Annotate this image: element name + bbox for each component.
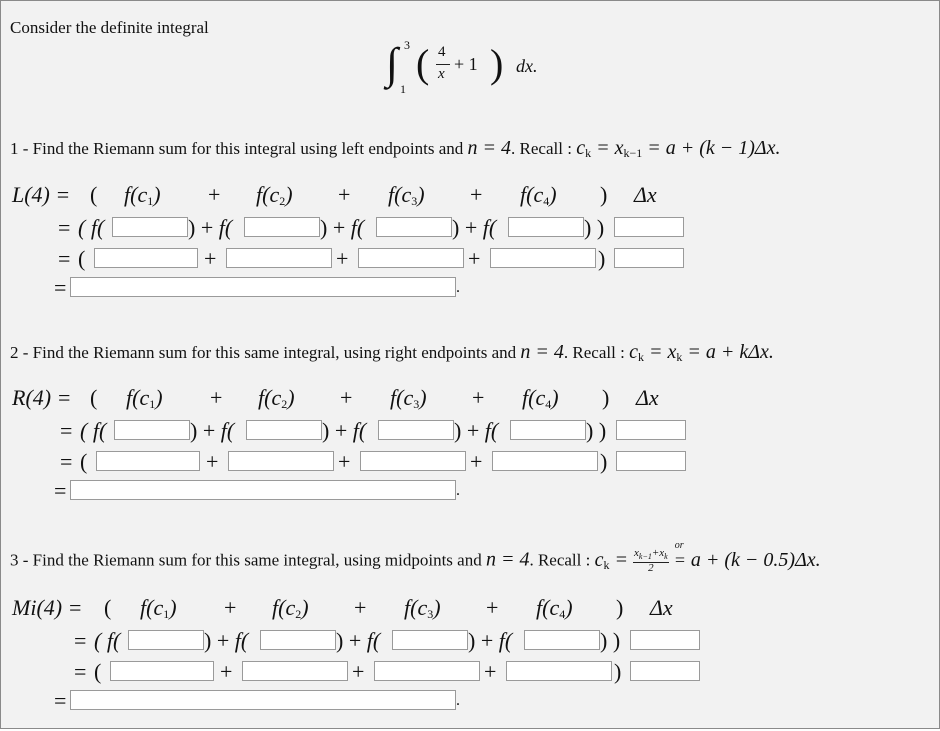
header-f4: $f(c_4)$ bbox=[522, 385, 559, 411]
fraction-denominator: x bbox=[438, 66, 445, 82]
section1-header: L(4) = ( $f(c_1)$ + $f(c_2)$ + $f(c_3)$ + $f(c_4)$ ) Δx bbox=[12, 183, 692, 211]
header-f2: $f(c_2)$ bbox=[258, 385, 295, 411]
section2-recall-formula: $c_k = x_k = a + k\Delta x$. bbox=[629, 341, 774, 364]
lower-limit: 1 bbox=[400, 82, 406, 96]
mid-c1-input[interactable] bbox=[128, 630, 204, 650]
right-dx-input-2[interactable] bbox=[616, 451, 686, 471]
mid-value3-input[interactable] bbox=[374, 661, 480, 681]
plus-one: + 1 bbox=[454, 54, 478, 74]
header-f1: $f(c_1)$ bbox=[124, 182, 161, 208]
mid-c2-input[interactable] bbox=[260, 630, 336, 650]
section2-header: R(4) = ( $f(c_1)$ + $f(c_2)$ + $f(c_3)$ + $f(c_4)$ ) Δx bbox=[12, 386, 692, 414]
header-f3: $f(c_3)$ bbox=[388, 182, 425, 208]
mid-sum-label: Mi(4) = bbox=[12, 595, 83, 620]
fraction-bar bbox=[436, 64, 450, 65]
left-c2-input[interactable] bbox=[244, 217, 320, 237]
right-c4-input[interactable] bbox=[510, 420, 586, 440]
mid-value2-input[interactable] bbox=[242, 661, 348, 681]
mid-dx-input-1[interactable] bbox=[630, 630, 700, 650]
right-sum-label: R(4) = bbox=[12, 385, 72, 410]
header-f1: $f(c_1)$ bbox=[126, 385, 163, 411]
header-f4: $f(c_4)$ bbox=[536, 595, 573, 621]
section2-prompt: 2 - Find the Riemann sum for this same integral, using right endpoints and n = 4. Recall : $c_k = x_k = a + k\Delta x$. bbox=[10, 341, 774, 364]
right-c1-input[interactable] bbox=[114, 420, 190, 440]
left-c4-input[interactable] bbox=[508, 217, 584, 237]
section3-header: Mi(4) = ( $f(c_1)$ + $f(c_2)$ + $f(c_3)$ + $f(c_4)$ ) Δx bbox=[12, 596, 712, 624]
header-f3: $f(c_3)$ bbox=[390, 385, 427, 411]
right-paren: ) bbox=[490, 41, 504, 86]
left-value4-input[interactable] bbox=[490, 248, 596, 268]
left-dx-input-1[interactable] bbox=[614, 217, 684, 237]
mid-c4-input[interactable] bbox=[524, 630, 600, 650]
integral-sign: ∫ bbox=[386, 39, 399, 88]
section3-prompt: 3 - Find the Riemann sum for this same integral, using midpoints and n = 4. Recall : $c_k$ = $\frac{x_{k-1}+x_k}{2}$ = or a + (k − 0.5)Δx. bbox=[10, 539, 821, 575]
header-f1: $f(c_1)$ bbox=[140, 595, 177, 621]
integral-expression bbox=[386, 38, 556, 98]
header-f4: $f(c_4)$ bbox=[520, 182, 557, 208]
mid-value4-input[interactable] bbox=[506, 661, 612, 681]
right-total-input[interactable] bbox=[70, 480, 456, 500]
right-value4-input[interactable] bbox=[492, 451, 598, 471]
left-c1-input[interactable] bbox=[112, 217, 188, 237]
left-value1-input[interactable] bbox=[94, 248, 198, 268]
left-c3-input[interactable] bbox=[376, 217, 452, 237]
left-sum-label: L(4) = bbox=[12, 182, 71, 207]
section1-prompt: 1 - Find the Riemann sum for this integral using left endpoints and n = 4. Recall : $c_k = x_{k-1} = a + (k - 1)\Delta x$. bbox=[10, 137, 781, 160]
fraction-numerator: 4 bbox=[438, 44, 446, 60]
section1-recall-formula: $c_k = x_{k-1} = a + (k - 1)\Delta x$. bbox=[576, 137, 781, 160]
header-f2: $f(c_2)$ bbox=[272, 595, 309, 621]
mid-dx-input-2[interactable] bbox=[630, 661, 700, 681]
right-c3-input[interactable] bbox=[378, 420, 454, 440]
left-dx-input-2[interactable] bbox=[614, 248, 684, 268]
left-paren: ( bbox=[416, 41, 430, 86]
header-f2: $f(c_2)$ bbox=[256, 182, 293, 208]
right-value3-input[interactable] bbox=[360, 451, 466, 471]
right-dx-input-1[interactable] bbox=[616, 420, 686, 440]
right-c2-input[interactable] bbox=[246, 420, 322, 440]
upper-limit: 3 bbox=[404, 38, 410, 52]
mid-c3-input[interactable] bbox=[392, 630, 468, 650]
intro-text: Consider the definite integral bbox=[10, 18, 209, 37]
left-value3-input[interactable] bbox=[358, 248, 464, 268]
left-value2-input[interactable] bbox=[226, 248, 332, 268]
right-value2-input[interactable] bbox=[228, 451, 334, 471]
right-value1-input[interactable] bbox=[96, 451, 200, 471]
dx-label: dx. bbox=[516, 56, 538, 76]
section3-recall-formula: $c_k$ = $\frac{x_{k-1}+x_k}{2}$ = or a + (k − 0.5)Δx. bbox=[594, 539, 821, 575]
mid-value1-input[interactable] bbox=[110, 661, 214, 681]
left-total-input[interactable] bbox=[70, 277, 456, 297]
header-f3: $f(c_3)$ bbox=[404, 595, 441, 621]
mid-total-input[interactable] bbox=[70, 690, 456, 710]
bottom-divider bbox=[0, 728, 940, 729]
